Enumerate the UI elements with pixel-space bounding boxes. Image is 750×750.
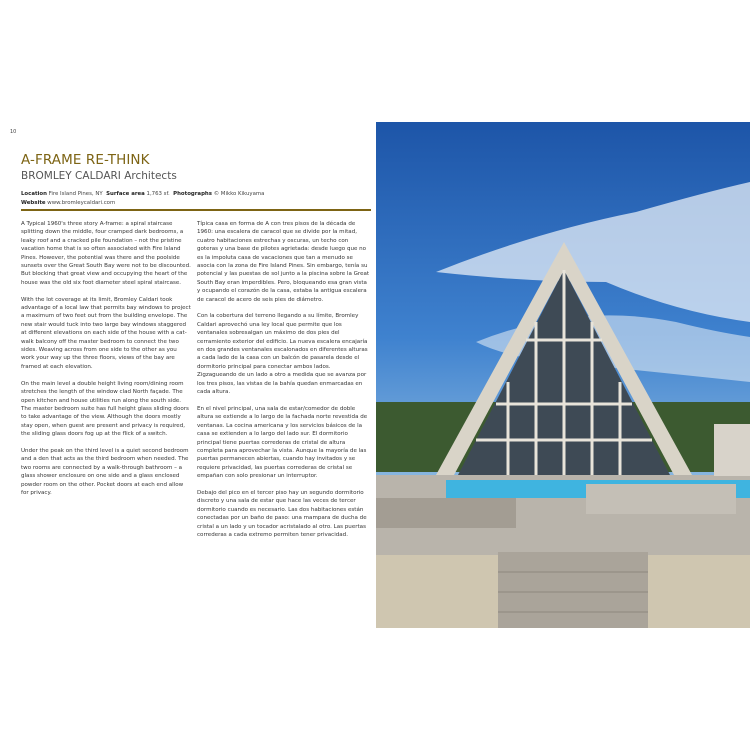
area-label: Surface area bbox=[106, 191, 145, 197]
paragraph: With the lot coverage at its limit, Bromley Caldari took advantage of a local law that permits bay windows to project a maximum of two feet out from the building envelope. The new stair would tuck into two large bay windows staggered at different elevations on each side of the house with a cat-walk balcony off the master bedroom to connect the two sides. Weaving across from one side to the other as you work your way up the three floors, views of the bay are framed at each elevation. bbox=[21, 296, 191, 370]
a-frame-house-photo bbox=[376, 122, 750, 628]
title-rule bbox=[21, 209, 371, 211]
paragraph: Típica casa en forma de A con tres pisos de la década de 1960: una escalera de caracol que se divide por la mitad, cuatro habitaciones estrechas y oscuras, un techo con goteras y una base de pilotes agrietada: desde luego que no es la impoluta casa de vacaciones que tan a menudo se asocia con la zona de Fire Island Pines. Sin embargo, tenía su potencial y las puestas de sol junto a la piscina sobre la Great South Bay eran imperdibles. Pero, bloqueando esa gran vista y ocupando el corazón de la casa, estaba la antigua escalera de caracol de acero de seis pies de diámetro. bbox=[197, 221, 370, 303]
paragraph: En el nivel principal, una sala de estar/comedor de doble altura se extiende a lo largo de la fachada norte revestida de ventanas. La cocina americana y los servicios básicos de la casa se extienden a lo largo del lado sur. El dormitorio principal tiene puertas correderas de cristal de altura completa para aprovechar la vista. Aunque la mayoría de las puertas permanecen abiertas, cuando hay invitados y se requiere privacidad, las puertas correderas de cristal se empañan con solo presionar un interruptor. bbox=[197, 405, 368, 480]
dune-grass-left bbox=[376, 555, 498, 628]
page-number: 10 bbox=[10, 129, 17, 135]
paragraph: Under the peak on the third level is a quiet second bedroom and a den that acts as the third bedroom when needed. The two rooms are connected by a walk-through bathroom – a glass shower enclosure on one side and a glass enclosed powder room on the other. Pocket doors at each end allow for privacy. bbox=[21, 447, 189, 496]
photos-value: © Mikko Kikuyama bbox=[213, 191, 265, 197]
location-label: Location bbox=[21, 191, 47, 197]
dune-grass-right bbox=[648, 555, 750, 628]
website-link[interactable]: www.bromleycaldari.com bbox=[47, 200, 116, 206]
project-meta bbox=[21, 190, 361, 208]
location-value: Fire Island Pines, NY bbox=[48, 191, 103, 197]
area-value: 1,763 sf. bbox=[146, 191, 170, 197]
paragraph: Con la cobertura del terreno llegando a su límite, Bromley Caldari aprovechó una ley local que permite que los ventanales sobresalgan un máximo de dos pies del cerramiento exterior del edificio. La nueva escalera encajaría en dos grandes ventanales escalonados en diferentes alturas a cada lado de la casa con un balcón de pasarela desde el dormitorio principal para conectar ambos lados. Zigzagueando de un lado a otro a medida que se avanza por los tres pisos, las vistas de la bahía quedan enmarcadas en cada altura. bbox=[197, 313, 368, 396]
spanish-column bbox=[197, 220, 371, 548]
shed bbox=[714, 424, 750, 476]
paragraph: Debajo del pico en el tercer piso hay un segundo dormitorio discreto y una sala de estar que hace las veces de tercer dormitorio cuando es necesario. Las dos habitaciones están conectadas por un baño de paso: una mampara de ducha de cristal a un lado y un tocador acristalado al otro. Las puertas correderas a cada extremo permiten tener privacidad. bbox=[197, 489, 367, 538]
stairs bbox=[498, 552, 648, 628]
article-subtitle: BROMLEY CALDARI Architects bbox=[21, 170, 177, 182]
website-label: Website bbox=[21, 200, 46, 206]
paragraph: A Typical 1960's three story A-frame: a spiral staircase splitting down the middle, four cramped dark bedrooms, a leaky roof and a cracked pile foundation – not the pristine vacation home that is so often associated with Fire Island Pines. However, the potential was there and the poolside sunsets over the Great South Bay were not to be discounted. But blocking that great view and occupying the heart of the house was the old six foot diameter steel spiral staircase. bbox=[21, 221, 191, 286]
paragraph: On the main level a double height living room/dining room stretches the length of the window clad North façade. The open kitchen and house utilities run along the south side. The master bedroom suite has full height glass sliding doors to take advantage of the view. Although the doors mostly stay open, when guest are present and privacy is required, the sliding glass doors fog up at the flick of a switch. bbox=[21, 380, 189, 438]
article-title: A-FRAME RE-THINK bbox=[21, 152, 150, 168]
english-column bbox=[21, 220, 191, 506]
photos-label: Photographs bbox=[173, 191, 212, 197]
deck-steps bbox=[376, 498, 516, 528]
